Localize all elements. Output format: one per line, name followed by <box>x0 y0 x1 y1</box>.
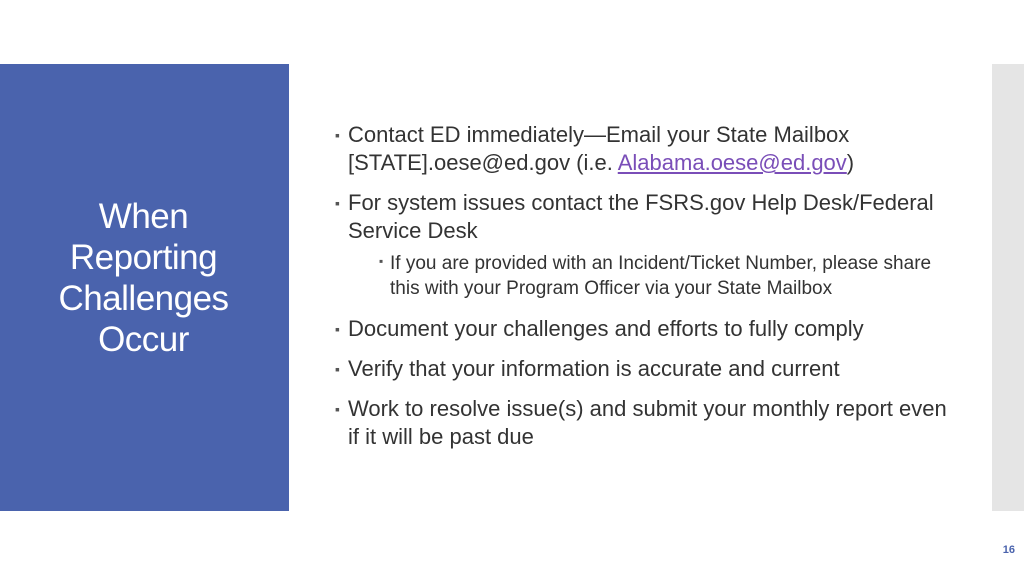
bullet-item <box>335 395 975 451</box>
bullet-icon: ▪ <box>335 401 340 417</box>
bullet-text: Document your challenges and efforts to fully comply <box>348 316 864 341</box>
title-line: Occur <box>98 319 189 359</box>
decorative-strip <box>992 64 1024 511</box>
bullet-text: Work to resolve issue(s) and submit your monthly report even if it will be past due <box>348 396 947 449</box>
page-number: 16 <box>1002 544 1015 556</box>
sub-bullet-icon: ▪ <box>379 254 384 268</box>
bullet-text-line2 <box>348 149 975 177</box>
bullet-icon: ▪ <box>335 361 340 377</box>
state-mailbox-link[interactable]: Alabama.oese@ed.gov <box>617 150 847 175</box>
bullet-item <box>335 189 975 245</box>
bullet-icon: ▪ <box>335 127 340 143</box>
title-line: When <box>98 196 189 236</box>
bullet-icon: ▪ <box>335 195 340 211</box>
bullet-item <box>335 355 975 383</box>
title-line: Challenges <box>58 278 229 318</box>
title-line: Reporting <box>69 237 218 277</box>
slide-title <box>29 196 259 360</box>
bullet-text: Contact ED immediately—Email your State Mailbox <box>348 122 850 147</box>
bullet-text: For system issues contact the FSRS.gov Help Desk/Federal Service Desk <box>348 190 934 243</box>
bullet-text: Verify that your information is accurate and current <box>348 356 840 381</box>
sub-bullet-text: If you are provided with an Incident/Ticket Number, please share this with your Program Officer via your State Mailbox <box>390 253 932 299</box>
bullet-item <box>335 315 975 343</box>
title-panel <box>0 64 289 511</box>
sub-bullet-item <box>335 251 975 301</box>
bullet-icon: ▪ <box>335 321 340 337</box>
bullet-text: [STATE].oese@ed.gov (i.e. <box>348 150 618 175</box>
bullet-text: ) <box>846 150 855 175</box>
bullet-item <box>335 121 975 177</box>
bullet-list <box>335 121 975 463</box>
